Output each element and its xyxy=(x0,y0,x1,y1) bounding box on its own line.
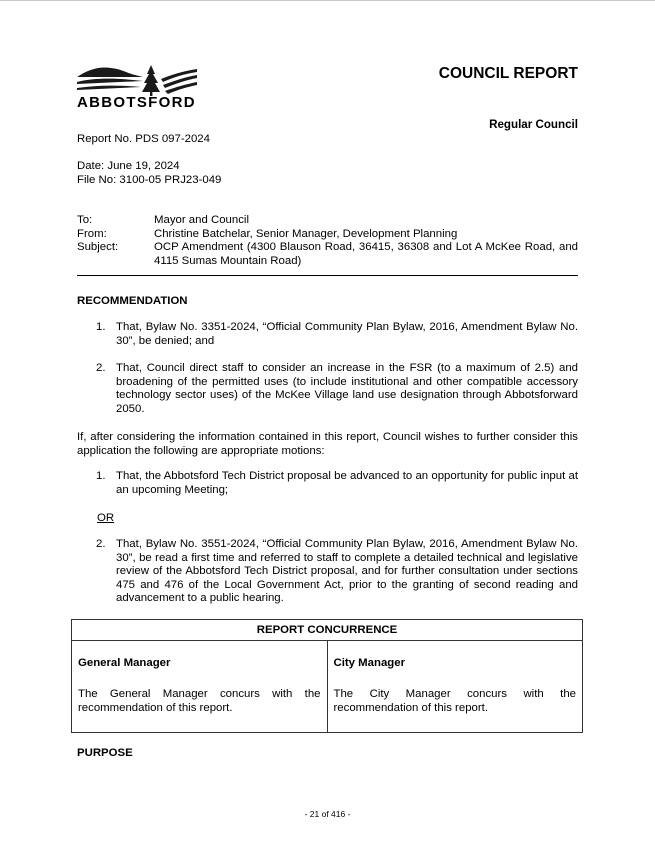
recommendation-item xyxy=(77,362,578,416)
alternative-item xyxy=(77,538,578,606)
recommendation-heading: RECOMMENDATION xyxy=(77,295,188,307)
report-concurrence-table xyxy=(71,619,583,733)
page-number: - 21 of 416 - xyxy=(304,809,351,819)
item-number: 2. xyxy=(96,362,106,374)
report-date: Date: June 19, 2024 xyxy=(77,160,180,172)
item-number: 1. xyxy=(96,321,106,333)
mountain-logo-icon xyxy=(77,63,199,97)
item-text: That, Bylaw No. 3351-2024, “Official Community Plan Bylaw, 2016, Amendment Bylaw No. 30”, be denied; and xyxy=(116,321,578,347)
to-value: Mayor and Council xyxy=(154,214,249,226)
from-value: Christine Batchelar, Senior Manager, Development Planning xyxy=(154,228,458,240)
or-separator: OR xyxy=(97,512,115,524)
subject-label: Subject: xyxy=(77,241,119,253)
general-manager-cell xyxy=(72,641,328,733)
concurrence-heading: REPORT CONCURRENCE xyxy=(72,620,583,641)
abbotsford-logo xyxy=(77,63,199,111)
item-text: That, the Abbotsford Tech District proposal be advanced to an opportunity for public input at an upcoming Meeting; xyxy=(116,470,578,496)
general-manager-text: The General Manager concurs with the recommendation of this report. xyxy=(78,688,321,714)
subject-value: OCP Amendment (4300 Blauson Road, 36415, 36308 and Lot A McKee Road, and 4115 Sumas Mountain Road) xyxy=(154,241,578,267)
file-number: File No: 3100-05 PRJ23-049 xyxy=(77,174,222,186)
from-label: From: xyxy=(77,228,107,240)
city-manager-text: The City Manager concurs with the recommendation of this report. xyxy=(333,688,576,714)
item-text: That, Council direct staff to consider an increase in the FSR (to a maximum of 2.5) and broadening of the permitted uses (to include institutional and other compatible accessory technology sector uses) of the McKee Village land use designation through Abbotsforward 2050. xyxy=(116,362,578,415)
to-label: To: xyxy=(77,214,93,226)
alternative-intro: If, after considering the information contained in this report, Council wishes to further consider this application the following are appropriate motions: xyxy=(77,431,578,457)
alternative-item xyxy=(77,470,578,497)
item-number: 1. xyxy=(96,470,106,482)
item-number: 2. xyxy=(96,538,106,550)
document-title: COUNCIL REPORT xyxy=(438,65,578,82)
meeting-type: Regular Council xyxy=(489,118,578,131)
report-number: Report No. PDS 097-2024 xyxy=(77,133,210,145)
general-manager-title: General Manager xyxy=(78,657,171,669)
city-manager-cell xyxy=(327,641,583,733)
purpose-heading: PURPOSE xyxy=(77,747,133,759)
city-manager-title: City Manager xyxy=(333,657,406,669)
header-divider xyxy=(77,275,578,276)
item-text: That, Bylaw No. 3551-2024, “Official Community Plan Bylaw, 2016, Amendment Bylaw No. 30”, be read a first time and referred to staff to complete a detailed technical and legislative review of the Abbotsford Tech District proposal, and for further consultation under sections 475 and 476 of the Local Government Act, prior to the granting of second reading and advancement to a public hearing. xyxy=(116,538,578,605)
recommendation-item xyxy=(77,321,578,348)
logo-wordmark: ABBOTSFORD xyxy=(77,94,196,111)
